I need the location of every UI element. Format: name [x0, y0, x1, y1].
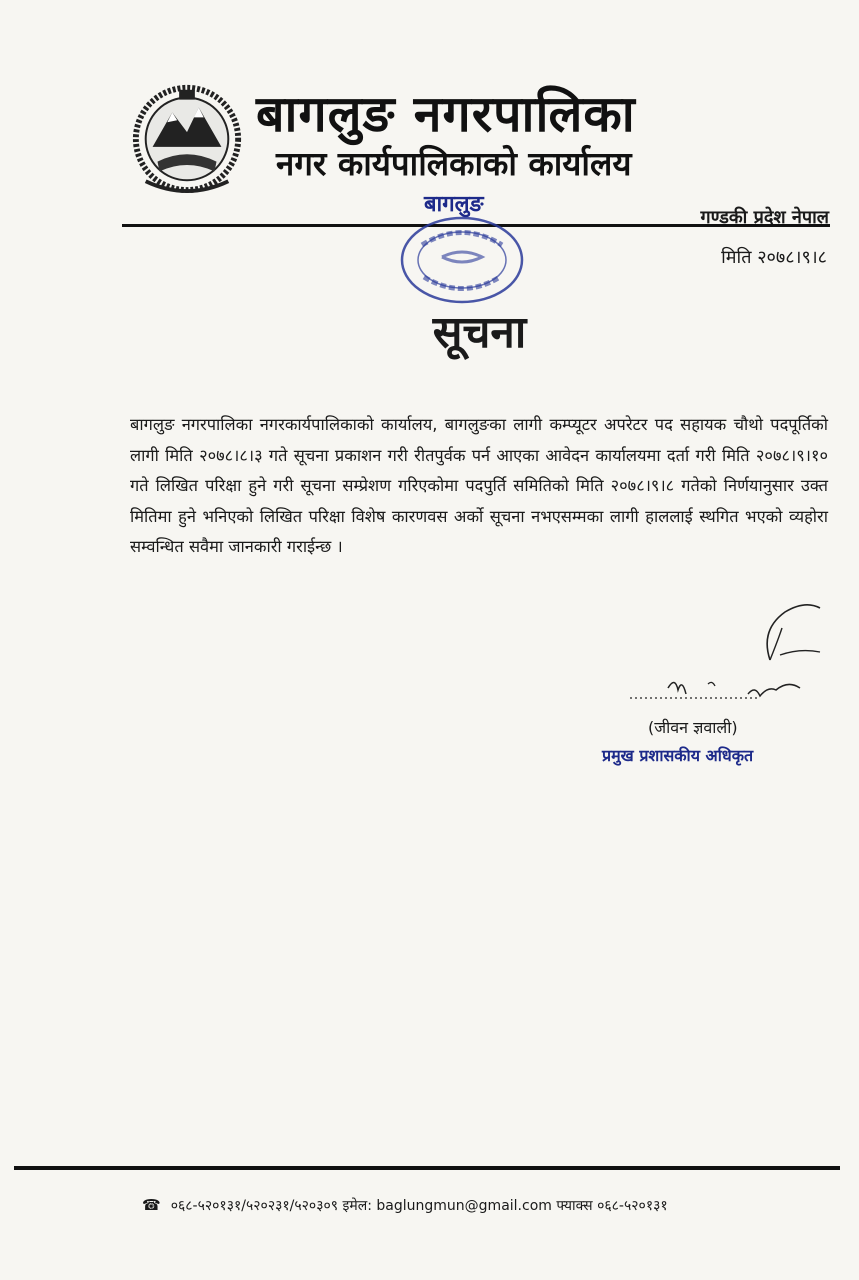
office-stamp-icon — [392, 205, 532, 310]
notice-date: मिति २०७८।९।८ — [721, 247, 827, 268]
phone-icon: ☎ — [142, 1196, 161, 1214]
office-subtitle: नगर कार्यपालिकाको कार्यालय — [276, 144, 632, 183]
signatory-designation: प्रमुख प्रशासकीय अधिकृत — [602, 746, 754, 765]
notice-heading-text: सूचना — [432, 307, 527, 358]
province-label: गण्डकी प्रदेश नेपाल — [700, 207, 829, 228]
notice-body: बागलुङ नगरपालिका नगरकार्यपालिकाको कार्यालय, बागलुङका लागी कम्प्यूटर अपरेटर पद सहायक चौथो पदपूर्तिको लागी मिति २०७८।८।३ गते सूचना प्रकाशन गरी रीतपुर्वक पर्न आएका आवेदन कार्यालयमा दर्ता गरी मिति २०७८।९।१० गते लिखित परिक्षा हुने गरी सूचना सम्प्रेशण गरिएकोमा पदपुर्ति समितिको मिति २०७८।९।८ गतेको निर्णयानुसार उक्त मितिमा हुने भनिएको लिखित परिक्षा विशेष कारणवस अर्को सूचना नभएसम्मका लागी हाललाई स्थगित भएको व्यहोरा सम्वन्धित सवैमा जानकारी गराईन्छ । — [130, 415, 828, 556]
signatory-name: (जीवन ज्ञवाली) — [648, 718, 738, 737]
footer-divider — [14, 1166, 840, 1170]
notice-heading — [0, 300, 859, 360]
signature-icon — [620, 590, 830, 715]
municipality-title: बागलुङ नगरपालिका — [256, 85, 636, 143]
footer-contact — [142, 1196, 668, 1215]
footer-contact-text: ०६८-५२०१३१/५२०२३१/५२०३०९ इमेल: baglungmun@gmail.com फ्याक्स ०६८-५२०१३१ — [170, 1198, 668, 1214]
stamp-top-text: बागलुङ — [424, 192, 484, 217]
nepal-emblem-icon — [128, 78, 246, 196]
